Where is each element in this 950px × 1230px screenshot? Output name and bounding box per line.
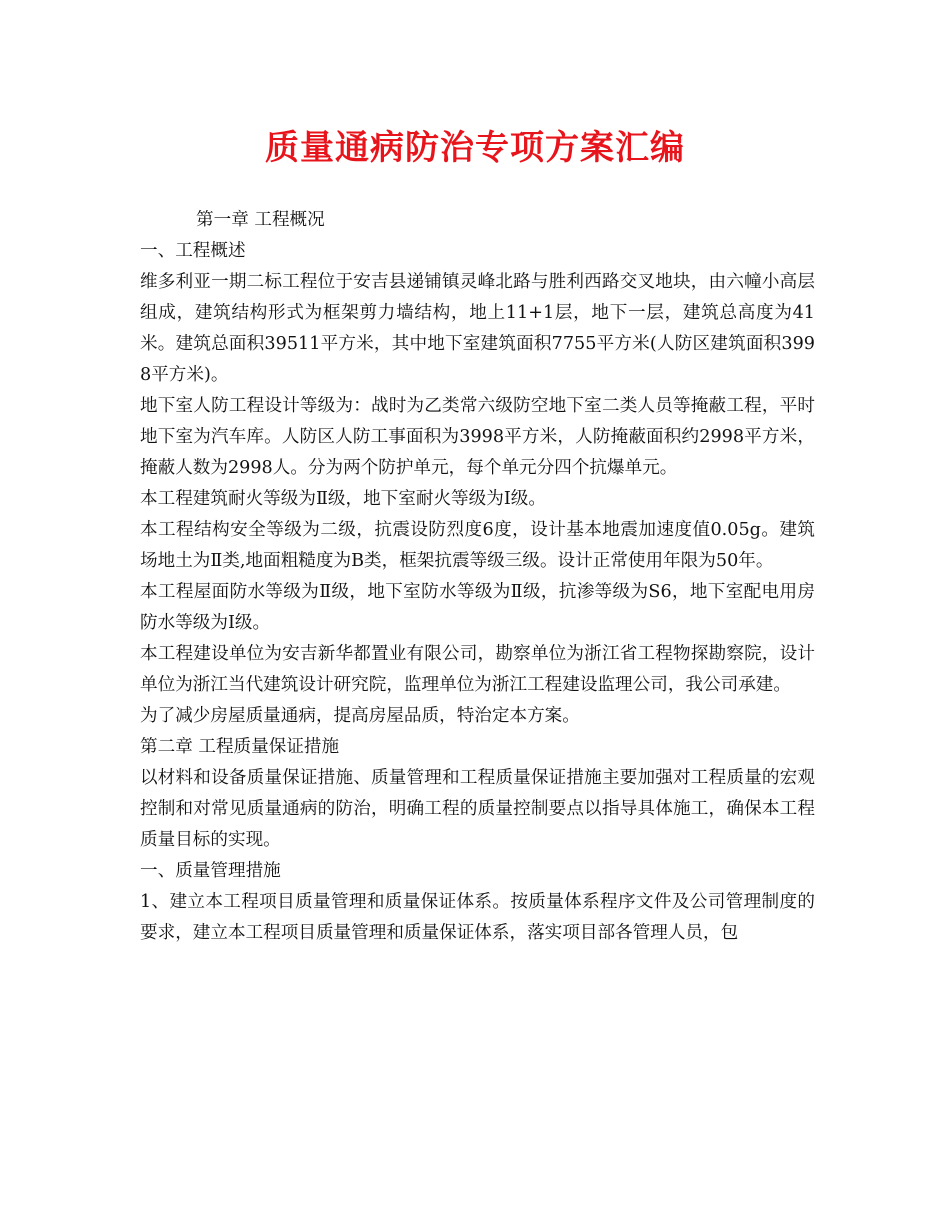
paragraph: 以材料和设备质量保证措施、质量管理和工程质量保证措施主要加强对工程质量的宏观控制和对常见质量通病的防治，明确工程的质量控制要点以指导具体施工，确保本工程质量目标的实现。 xyxy=(140,768,815,850)
document-title: 质量通病防治专项方案汇编 xyxy=(265,128,685,168)
section-heading: 一、质量管理措施 xyxy=(140,861,281,881)
paragraph: 本工程建设单位为安吉新华都置业有限公司，勘察单位为浙江省工程物探勘察院，设计单位为浙江当代建筑设计研究院，监理单位为浙江工程建设监理公司，我公司承建。 xyxy=(140,644,815,695)
chapter-heading-1: 第一章 工程概况 xyxy=(196,210,325,230)
paragraph: 地下室人防工程设计等级为：战时为乙类常六级防空地下室二类人员等掩蔽工程，平时地下室为汽车库。人防区人防工事面积为3998平方米，人防掩蔽面积约2998平方米，掩蔽人数为2998人。分为两个防护单元，每个单元分四个抗爆单元。 xyxy=(140,396,815,478)
paragraph: 本工程建筑耐火等级为Ⅱ级，地下室耐火等级为Ⅰ级。 xyxy=(140,489,546,509)
chapter-heading-2: 第二章 工程质量保证措施 xyxy=(140,737,340,757)
paragraph: 本工程结构安全等级为二级，抗震设防烈度6度，设计基本地震加速度值0.05g。建筑场地土为Ⅱ类,地面粗糙度为B类，框架抗震等级三级。设计正常使用年限为50年。 xyxy=(140,520,815,571)
paragraph: 为了减少房屋质量通病，提高房屋品质，特治定本方案。 xyxy=(140,706,580,726)
paragraph: 维多利亚一期二标工程位于安吉县递铺镇灵峰北路与胜利西路交叉地块，由六幢小高层组成，建筑结构形式为框架剪力墙结构，地上11+1层，地下一层，建筑总高度为41米。建筑总面积39511平方米，其中地下室建筑面积7755平方米(人防区建筑面积3998平方米)。 xyxy=(140,272,815,385)
paragraph: 本工程屋面防水等级为Ⅱ级，地下室防水等级为Ⅱ级，抗渗等级为S6，地下室配电用房防水等级为Ⅰ级。 xyxy=(140,582,815,633)
section-heading: 一、工程概述 xyxy=(140,241,246,261)
paragraph: 1、建立本工程项目质量管理和质量保证体系。按质量体系程序文件及公司管理制度的要求，建立本工程项目质量管理和质量保证体系，落实项目部各管理人员，包 xyxy=(140,892,815,943)
document-body xyxy=(140,205,815,949)
